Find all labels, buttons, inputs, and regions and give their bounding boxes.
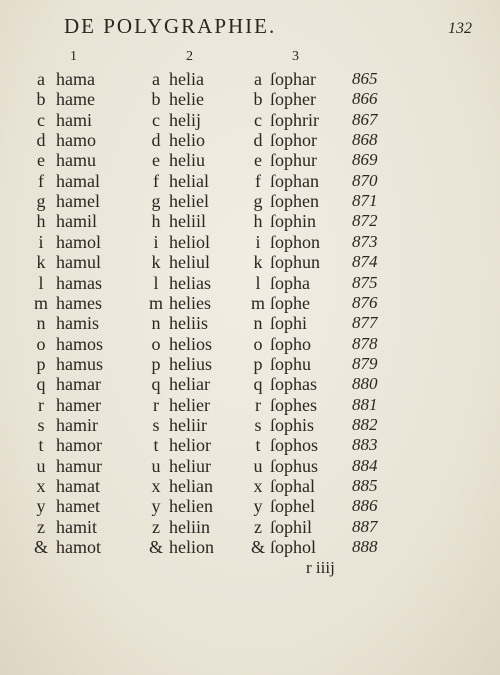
row-number: 875 xyxy=(352,272,378,292)
row-word-col1: hamos xyxy=(56,333,103,354)
row-word-col3: ſophal xyxy=(270,476,315,496)
row-word-col1: hamar xyxy=(56,374,101,395)
row-letter-col2: e xyxy=(152,150,160,171)
row-letter-col3: g xyxy=(253,191,263,212)
row-letter-col1: u xyxy=(36,455,46,476)
row-word-col3: ſophon xyxy=(270,231,321,252)
row-letter-col3: b xyxy=(253,89,263,110)
table-row xyxy=(0,190,500,212)
table-row xyxy=(0,170,500,192)
row-number: 888 xyxy=(352,537,378,557)
row-number: 874 xyxy=(352,252,378,272)
row-letter-col2: q xyxy=(151,374,161,395)
table-row xyxy=(0,149,500,171)
row-letter-col2: t xyxy=(153,435,159,456)
row-letter-col3: e xyxy=(254,150,262,171)
row-word-col2: helies xyxy=(169,292,211,313)
row-word-col2: heliel xyxy=(169,191,209,212)
row-letter-col3: u xyxy=(253,455,263,476)
row-word-col1: hamer xyxy=(56,394,101,415)
row-letter-col1: b xyxy=(36,89,46,110)
row-word-col2: helie xyxy=(169,89,204,110)
row-letter-col3: i xyxy=(255,231,261,252)
row-number: 873 xyxy=(352,231,378,251)
row-letter-col1: z xyxy=(37,516,45,537)
table-row xyxy=(0,68,500,90)
row-letter-col3: & xyxy=(250,537,265,558)
row-word-col3: ſophu xyxy=(270,353,312,374)
row-word-col3: ſophun xyxy=(270,252,321,273)
row-letter-col1: y xyxy=(36,496,46,517)
row-number: 883 xyxy=(352,435,378,455)
row-letter-col2: m xyxy=(148,292,163,313)
row-number: 879 xyxy=(352,353,378,373)
row-letter-col1: x xyxy=(36,476,46,496)
row-word-col2: helios xyxy=(169,333,212,354)
row-letter-col2: g xyxy=(151,191,161,212)
row-word-col3: ſopha xyxy=(270,272,310,293)
row-word-col1: hamot xyxy=(56,537,101,558)
table-row xyxy=(0,292,500,314)
row-word-col2: helian xyxy=(169,476,213,496)
row-number: 881 xyxy=(352,394,378,414)
page-title: DE POLYGRAPHIE. xyxy=(64,14,277,38)
row-letter-col2: p xyxy=(151,353,161,374)
row-number: 880 xyxy=(352,374,378,394)
row-word-col3: ſopher xyxy=(270,89,316,110)
row-letter-col2: l xyxy=(153,272,159,293)
table-row xyxy=(0,353,500,375)
row-word-col1: hamil xyxy=(56,211,97,232)
table-row xyxy=(0,210,500,232)
row-word-col1: hama xyxy=(56,69,95,89)
row-letter-col3: l xyxy=(255,272,261,293)
table-row xyxy=(0,129,500,151)
row-word-col2: helier xyxy=(169,394,210,415)
row-number: 878 xyxy=(352,333,378,353)
column-number-2: 2 xyxy=(186,49,193,64)
row-letter-col1: a xyxy=(37,69,45,89)
row-word-col1: hamol xyxy=(56,231,101,252)
row-letter-col2: b xyxy=(151,89,161,110)
row-number: 869 xyxy=(352,150,378,170)
row-letter-col1: i xyxy=(38,231,44,252)
row-word-col1: hamat xyxy=(56,476,100,496)
row-word-col3: ſophen xyxy=(270,191,319,212)
row-word-col2: heliol xyxy=(169,231,210,252)
row-word-col1: hamul xyxy=(56,252,101,273)
row-number: 877 xyxy=(352,313,378,333)
row-word-col3: ſophos xyxy=(270,435,319,456)
table-row xyxy=(0,434,500,456)
row-word-col3: ſophor xyxy=(270,130,317,151)
table-row xyxy=(0,536,500,558)
row-word-col1: hamal xyxy=(56,170,100,191)
row-word-col3: ſophin xyxy=(270,211,317,232)
row-word-col3: ſophis xyxy=(270,414,315,435)
row-word-col1: hamo xyxy=(56,130,96,151)
row-letter-col2: d xyxy=(151,130,161,151)
page-number: 132 xyxy=(448,20,472,37)
row-word-col3: ſophrir xyxy=(270,109,319,130)
row-letter-col1: g xyxy=(36,191,46,212)
row-word-col3: ſophan xyxy=(270,170,319,191)
row-word-col3: ſophi xyxy=(270,313,308,334)
row-letter-col2: a xyxy=(152,69,160,89)
row-letter-col1: q xyxy=(36,374,46,395)
row-number: 870 xyxy=(352,170,378,190)
row-number: 876 xyxy=(352,292,378,312)
row-letter-col1: h xyxy=(36,211,46,232)
row-number: 868 xyxy=(352,130,378,150)
row-word-col1: hamel xyxy=(56,191,100,212)
row-word-col2: heliu xyxy=(169,150,205,171)
row-word-col2: helio xyxy=(169,130,205,151)
table-row xyxy=(0,516,500,538)
table-row xyxy=(0,495,500,517)
table-row xyxy=(0,373,500,395)
row-word-col1: hamu xyxy=(56,150,96,171)
row-word-col2: helij xyxy=(169,109,201,130)
table-row xyxy=(0,88,500,110)
row-number: 882 xyxy=(352,414,378,434)
row-word-col2: heliur xyxy=(169,455,211,476)
row-word-col3: ſophus xyxy=(270,455,319,476)
row-letter-col1: m xyxy=(33,292,48,313)
row-number: 866 xyxy=(352,89,378,109)
table-row xyxy=(0,231,500,253)
row-letter-col3: o xyxy=(253,333,263,354)
row-letter-col3: a xyxy=(254,69,262,89)
row-letter-col2: o xyxy=(151,333,161,354)
row-word-col1: hamur xyxy=(56,455,102,476)
row-word-col3: ſophil xyxy=(270,516,313,537)
row-word-col3: ſophol xyxy=(270,537,317,558)
row-letter-col3: y xyxy=(253,496,263,517)
row-letter-col3: n xyxy=(253,313,263,334)
row-word-col2: heliir xyxy=(169,414,207,435)
row-letter-col3: s xyxy=(254,414,262,435)
row-word-col3: ſophes xyxy=(270,394,317,415)
row-letter-col3: x xyxy=(253,476,263,496)
row-word-col2: helior xyxy=(169,435,211,456)
table-row xyxy=(0,414,500,436)
row-letter-col1: n xyxy=(36,313,46,334)
row-letter-col2: f xyxy=(153,170,159,191)
row-word-col2: helien xyxy=(169,496,213,517)
row-letter-col1: l xyxy=(38,272,44,293)
row-letter-col1: d xyxy=(36,130,46,151)
table-row xyxy=(0,455,500,477)
row-number: 884 xyxy=(352,455,378,475)
row-letter-col1: r xyxy=(38,394,44,415)
row-word-col2: heliul xyxy=(169,252,210,273)
row-word-col2: helia xyxy=(169,69,204,89)
row-letter-col2: x xyxy=(151,476,161,496)
row-word-col3: ſophe xyxy=(270,292,310,313)
row-letter-col1: p xyxy=(36,353,46,374)
row-word-col1: hamas xyxy=(56,272,102,293)
row-word-col1: hamir xyxy=(56,414,98,435)
row-letter-col2: n xyxy=(151,313,161,334)
signature-mark: r iiij xyxy=(306,558,335,577)
row-number: 865 xyxy=(352,69,378,88)
row-word-col1: hamus xyxy=(56,353,103,374)
row-letter-col3: q xyxy=(253,374,263,395)
table-row xyxy=(0,109,500,131)
row-letter-col2: u xyxy=(151,455,161,476)
row-letter-col2: k xyxy=(151,252,161,273)
row-letter-col3: t xyxy=(255,435,261,456)
row-letter-col1: s xyxy=(37,414,45,435)
row-word-col3: ſophel xyxy=(270,496,315,517)
row-letter-col3: p xyxy=(253,353,263,374)
table-row xyxy=(0,475,500,497)
row-letter-col3: c xyxy=(254,109,262,130)
row-word-col1: hames xyxy=(56,292,102,313)
row-word-col2: heliis xyxy=(169,313,208,334)
row-number: 872 xyxy=(352,211,378,231)
row-number: 887 xyxy=(352,516,378,536)
row-word-col2: heliar xyxy=(169,374,210,395)
row-letter-col3: d xyxy=(253,130,263,151)
row-word-col1: hamis xyxy=(56,313,99,334)
row-word-col1: hamet xyxy=(56,496,100,517)
row-word-col1: hamit xyxy=(56,516,97,537)
row-letter-col3: k xyxy=(253,252,263,273)
row-word-col1: hamor xyxy=(56,435,102,456)
row-letter-col3: z xyxy=(254,516,262,537)
column-number-1: 1 xyxy=(70,49,77,64)
row-word-col2: helius xyxy=(169,353,212,374)
row-word-col3: ſopho xyxy=(270,333,312,354)
row-letter-col2: y xyxy=(151,496,161,517)
row-letter-col2: c xyxy=(152,109,160,130)
row-number: 867 xyxy=(352,109,378,129)
table-row xyxy=(0,333,500,355)
row-letter-col2: h xyxy=(151,211,161,232)
row-letter-col2: i xyxy=(153,231,159,252)
row-word-col1: hame xyxy=(56,89,95,110)
row-word-col2: helion xyxy=(169,537,214,558)
row-letter-col1: k xyxy=(36,252,46,273)
table-row xyxy=(0,394,500,416)
row-word-col1: hami xyxy=(56,109,92,130)
row-number: 886 xyxy=(352,496,378,516)
row-word-col2: heliin xyxy=(169,516,210,537)
row-letter-col3: m xyxy=(250,292,265,313)
row-letter-col1: f xyxy=(38,170,44,191)
column-number-3: 3 xyxy=(292,49,299,64)
row-letter-col1: & xyxy=(33,537,48,558)
row-letter-col2: z xyxy=(152,516,160,537)
table-row xyxy=(0,272,500,294)
row-word-col3: ſophar xyxy=(270,69,316,89)
row-letter-col3: h xyxy=(253,211,263,232)
row-number: 871 xyxy=(352,191,378,211)
row-letter-col2: & xyxy=(148,537,163,558)
table-row xyxy=(0,312,500,334)
row-letter-col1: o xyxy=(36,333,46,354)
row-word-col2: heliil xyxy=(169,211,206,232)
row-letter-col3: r xyxy=(255,394,261,415)
row-letter-col1: t xyxy=(38,435,44,456)
table-row xyxy=(0,251,500,273)
row-word-col2: helial xyxy=(169,170,209,191)
row-word-col3: ſophas xyxy=(270,374,317,395)
row-number: 885 xyxy=(352,476,378,495)
row-word-col2: helias xyxy=(169,272,211,293)
row-letter-col1: c xyxy=(37,109,45,130)
row-letter-col1: e xyxy=(37,150,45,171)
row-word-col3: ſophur xyxy=(270,150,317,171)
row-letter-col3: f xyxy=(255,170,261,191)
row-letter-col2: r xyxy=(153,394,159,415)
row-letter-col2: s xyxy=(152,414,160,435)
